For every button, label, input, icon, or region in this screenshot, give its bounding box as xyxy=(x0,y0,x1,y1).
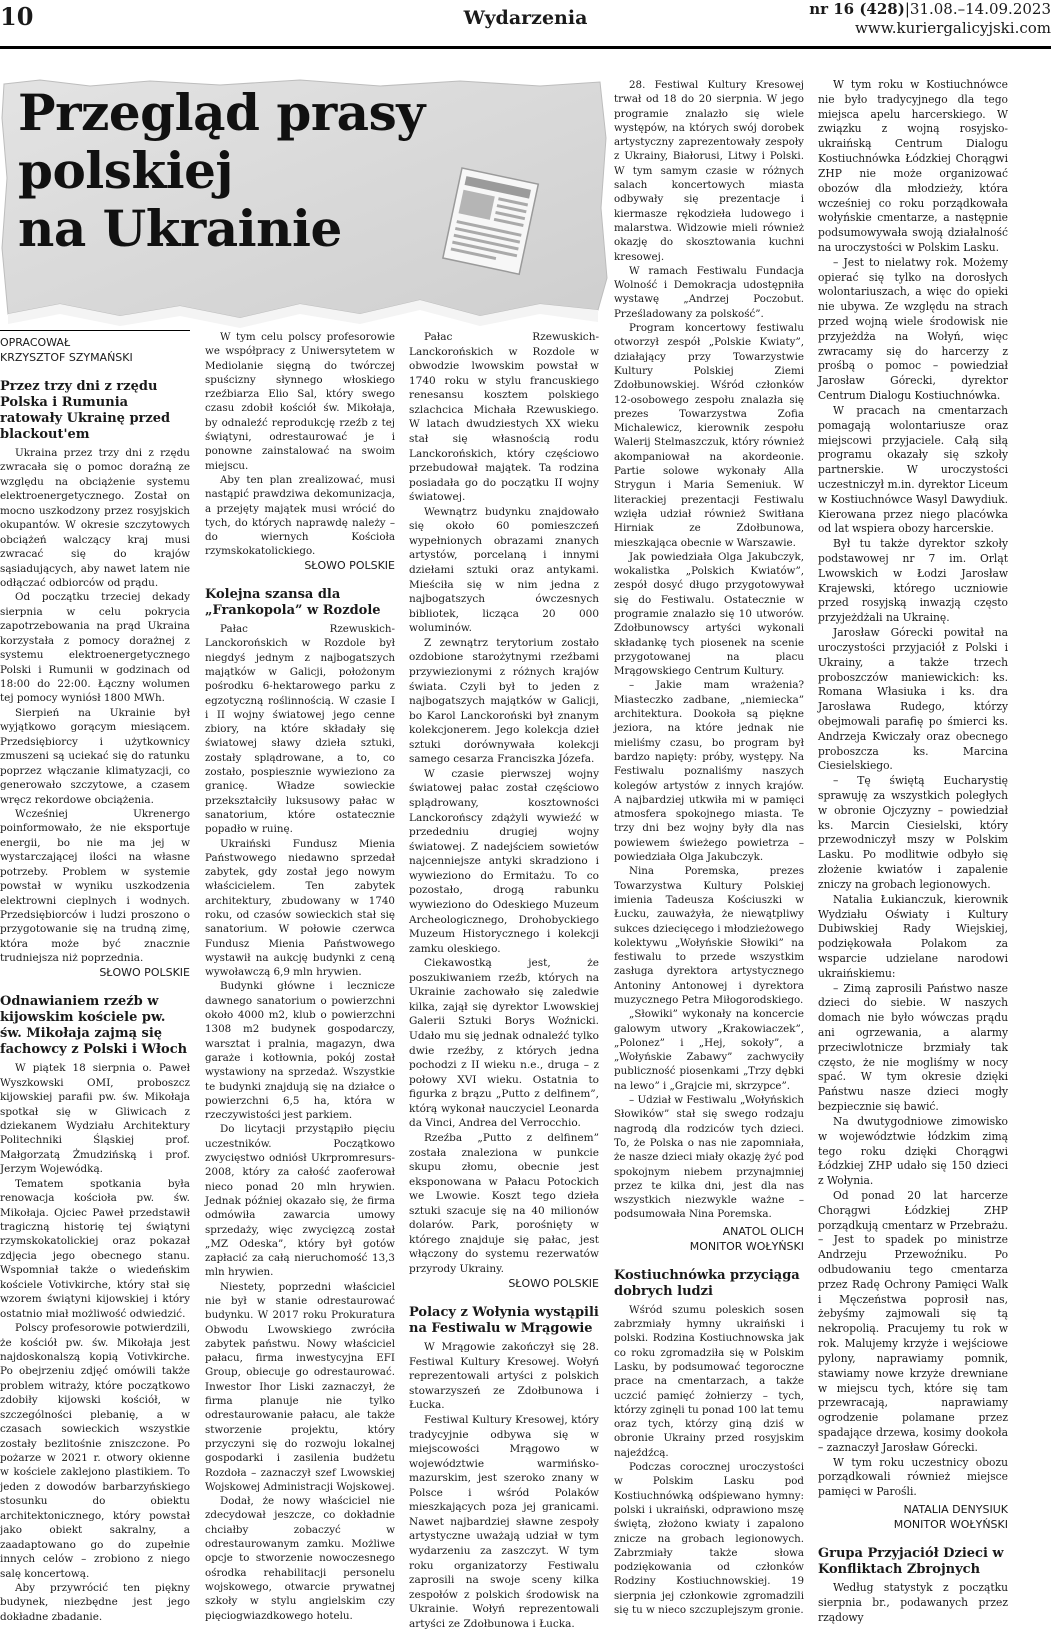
banner-title-line-2: polskiej xyxy=(18,141,233,200)
website-link[interactable]: www.kuriergalicyjski.com xyxy=(855,19,1051,37)
article-4-paragraph: Jak powiedziała Olga Jakubczyk, wokalistka „Polskich Kwiatów”, zespół dosyć długo przygotowywał się do Festiwalu. Ostatecznie w programie znalazło się 10 utworów. Zdołbunowscy artyści wykonali składankę tych piosenek na scenie przygotowanej na placu Mrągowskiego Centrum Kultury. xyxy=(614,550,804,678)
article-4-publication: MONITOR WOŁYŃSKI xyxy=(689,1239,804,1253)
article-4-paragraph: – Udział w Festiwalu „Wołyńskich Słowików” stał się swego rodzaju nagrodą dla rodziców tych dzieci. To, że Polska o nas nie zapomniała, że nasze dzieci miały okazję żyć pod spokojnym niebem przynajmniej przez te kilka dni, jest dla nas wszystkich niezwykle ważne – podsumowała Nina Poremska. xyxy=(614,1094,804,1221)
article-5-paragraph: W tym roku w Kostiuchnówce nie było tradycyjnego dla tego miejsca apelu harcerskiego. W związku z wojną rosyjsko-ukraińską Centrum Dialogu Kostiuchnówka Łódzkiej Chorągwi ZHP nie może organizować obozów dla młodzieży, która wcześniej co roku porządkowała wołyńskie cmentarze, a następnie podsumowywała swoją działalność na uroczystości w Polskim Lasku. xyxy=(818,78,1008,254)
article-5-paragraph: Od ponad 20 lat harcerze Chorągwi Łódzkiej ZHP porządkują cmentarz w Przebrażu. – Jest to spadek po ministrze Andrzeju Przewoźniku. Po odbudowaniu tego cmentarza przez Radę Ochrony Pamięci Walk i Męczeństwa poprosił nas, żebyśmy zajmowali się tą nekropolią. Pracujemy tu rok w rok. Malujemy krzyże i wejściowe pylony, naprawiamy pomnik, stawiamy nowe krzyże drewniane w miejscu tych, które się tam przewracają, naprawiamy ogrodzenie polamane przez spadające drzewa, kosimy dookoła – zaznaczył Jarosław Górecki. xyxy=(818,1188,1008,1454)
article-5-paragraph: Był tu także dyrektor szkoły podstawowej nr 7 im. Orląt Lwowskich w Łodzi Jarosław Krajewski, którego uczniowie przed rosyjską inwazją często przyjeżdżali na Ukrainę. xyxy=(818,537,1008,625)
banner-title-line-1: Przegląd prasy xyxy=(18,83,425,142)
column-5 xyxy=(818,78,1008,1625)
article-5-paragraph: W tym roku uczestnicy obozu porządkowali również miejsce pamięci w Parośli. xyxy=(818,1455,1008,1499)
column-1 xyxy=(0,330,190,1624)
article-1-paragraph: Sierpień na Ukrainie był wyjątkowo gorącym miesiącem. Przedsiębiorcy i użytkownicy zmuszeni są uciekać się do ratunku poprzez włączanie klimatyzacji, co generowało szczytowe, a czasem wręcz rekordowe obciążenia. xyxy=(0,706,190,806)
compiler-byline xyxy=(0,330,190,365)
article-5-publication: MONITOR WOŁYŃSKI xyxy=(893,1518,1008,1531)
article-5-paragraph: Podczas corocznej uroczystości w Polskim Lasku pod Kostiuchnówką odśpiewano hymny: polski i ukraiński, odprawiono mszę świętą, złożono kwiaty i zapalono znicze na grobach legionowych. Zabrzmiały także słowa podziękowania od członków Rodziny Kostiuchnowskiej. 19 sierpnia jej członkowie zgromadzili się tu w nieco szczuplejszym gronie. xyxy=(614,1461,804,1616)
article-2-source: SŁOWO POLSKIE xyxy=(304,558,395,572)
article-4-paragraph: 28. Festiwal Kultury Kresowej trwał od 18 do 20 sierpnia. W jego programie znalazło się wiele występów, na których swój dorobek artystyczny zaprezentowały zespoły z Ukrainy, Białorusi, Litwy i Polski. W tym samym czasie w różnych salach koncertowych miasta odbywały się prezentacje i kiermasze rękodzieła ludowego i malarstwa. Widzowie mieli również okazję do skosztowania kuchni kresowej. xyxy=(614,79,804,263)
article-3-paragraph: Wewnątrz budynku znajdowało się około 60 pomieszczeń wypełnionych obrazami znanych artystów, porcelaną i innymi dziełami sztuki oraz antykami. Mieściła się w nim jedna z najbogatszych ówczesnych bibliotek, licząca 20 000 woluminów. xyxy=(409,505,599,635)
article-1-paragraph: Ukraina przez trzy dni z rzędu zwracała się o pomoc doraźną ze względu na obciążenie systemu elektroenergetycznego. Został on mocno uszkodzony przez rosyjskich okupantów. W okresie szczytowych obciążeń walczący kraj musi zwracać się do krajów sąsiadujących, aby nawet latem nie odłączać odbiorców od prądu. xyxy=(0,447,190,589)
article-3-paragraph: Niestety, poprzedni właściciel nie był w stanie odrestaurować budynku. W 2017 roku Prokuratura Obwodu Lwowskiego zwróciła zabytek państwu. Nowy właściciel pałacu, firma inwestycyjna EFI Group, obiecuje go odrestaurować. Inwestor Ihor Liski zaznaczył, że firma planuje nie tylko odrestaurowanie pałacu, ale także stworzenie projektu, który przyczyni się do rozwoju lokalnej gospodarki i zasilenia budżetu Rozdoła – zaznaczył szef Lwowskiej Wojskowej Administracji Wojskowej. xyxy=(205,1280,395,1493)
page-number: 10 xyxy=(0,2,34,31)
title-banner xyxy=(0,78,612,328)
article-2-title: Odnawianiem rzeźb w kijowskim kościele pw. św. Mikołaja zajmą się fachowcy z Polski i Włoch xyxy=(0,994,188,1058)
article-3-paragraph: Budynki główne i lecznicze dawnego sanatorium o powierzchni około 4000 m2, klub o powierzchni 1308 m2 budynek gospodarczy, warsztat i pralnia, magazyn, dwa garaże i kotłownia, pokój został wystawiony na sprzedaż. Wszystkie te budynki znajdują się na działce o powierzchni 6,5 ha, która w rzeczywistości jest parkiem. xyxy=(205,980,395,1122)
issue-info xyxy=(809,0,1051,38)
article-3-source: SŁOWO POLSKIE xyxy=(508,1276,599,1290)
article-3-paragraph: Dodał, że nowy właściciel nie zdecydował jeszcze, co dokładnie chciałby zobaczyć w odrestaurowanym zamku. Możliwe opcje to stworzenie nowoczesnego ośrodka rehabilitacji personelu wojskowego, otwarcie prywatnej szkoły w stylu angielskim czy pięciogwiazdkowego hotelu. xyxy=(205,1495,395,1622)
byline-author: KRZYSZTOF SZYMAŃSKI xyxy=(0,351,133,364)
page-header xyxy=(0,0,1051,49)
article-3-paragraph: Ciekawostką jest, że poszukiwaniem rzeźb, których na Ukrainie zachowało się zaledwie kilka, zajął się dyrektor Lwowskiej Galerii Sztuki Borys Woźnicki. Udało mu się jednak odnaleźć tylko dwie rzeźby, z których jedna pochodzi z II wieku n.e., druga – z połowy XVI wieku. Ostatnia to figurka z brązu „Putto z delfinem”, którą wykonał nauczyciel Leonarda da Vinci, Andrea del Verrocchio. xyxy=(409,957,599,1130)
article-5-paragraph: – Zimą zaprosili Państwo nasze dzieci do siebie. W naszych domach nie było wówczas prądu ani ogrzewania, a alarmy przeciwlotnicze brzmiały tak często, że nie mogliśmy w nocy spać. W tym okresie dzięki Państwu nasze dzieci mogły bezpiecznie się bawić. xyxy=(818,981,1008,1114)
article-2-paragraph: Aby przywrócić ten piękny budynek, niezbędne jest jego dokładne zbadanie. xyxy=(0,1581,190,1623)
article-3-paragraph: Pałac Rzewuskich-Lanckorońskich w Rozdole był niegdyś jednym z najbogatszych majątków w Galicji, położonym pośrodku 6-hektarowego parku z egzotyczną roślinnością. W czasie I i II wojny światowej jego cenne zbiory, na które składały się światowej sławy dzieła sztuki, zostały splądrowane, a to, co zostało, pospiesznie wywieziono za granicę. Władze sowieckie przekształciły luksusowy pałac w sanatorium, które ostatecznie popadło w ruinę. xyxy=(205,623,395,836)
article-5-authors xyxy=(818,1502,1008,1532)
article-3-paragraph: Pałac Rzewuskich-Lanckorońskich w Rozdole w obwodzie lwowskim powstał w 1740 roku w stylu francuskiego renesansu kosztem polskiego szlachcica Michała Rzewuskiego. W latach dwudziestych XX wieku stał się własnością rodu Lanckorońskich, który częściowo przebudował majątek. Ta rodzina posiadała go do początku II wojny światowej. xyxy=(409,331,599,504)
banner-title xyxy=(18,84,425,258)
column-3 xyxy=(409,330,599,1631)
article-1-paragraph: Wcześniej Ukrenergo poinformowało, że nie eksportuje energii, bo nie ma jej w wystarczającej ilości na własne potrzeby. Problem w systemie powstał w wyniku uszkodzenia elektrowni cieplnych i wodnych. Przedsiębiorców i ludzi proszono o przygotowanie się na trudną zimę, która może być znacznie trudniejsza niż poprzednia. xyxy=(0,807,190,965)
article-5-title: Kostiuchnówka przyciąga dobrych ludzi xyxy=(614,1267,800,1299)
article-4-author: ANATOL OLICH xyxy=(722,1224,804,1238)
article-4-authors xyxy=(614,1224,804,1254)
article-4-paragraph: Program koncertowy festiwalu otworzył zespół „Polskie Kwiaty”, działający przy Towarzystwie Kultury Polskiej Ziemi Zdołbunowskiej. Wśród członków 12-osobowego zespołu znalazła się prezes Towarzystwa Zofia Michalewicz, kierownik zespołu Walerij Stelmaszczuk, który również akompaniował na akordeonie. Partie solowe wykonały Alla Strygun i Maria Semeniuk. W literackiej prezentacji Festiwalu wzięła udział również Switłana Hirniak ze Zdołbunowa, mieszkająca obecnie w Warszawie. xyxy=(614,322,804,549)
article-5-author: NATALIA DENYSIUK xyxy=(903,1503,1008,1516)
article-2-paragraph: W tym celu polscy profesorowie we współpracy z Uniwersytetem w Mediolanie sięgną do twórczej spuścizny słynnego włoskiego rzeźbiarza Elio Sal, który swego czasu zdobił kościół św. Mikołaja, by odnaleźć reprodukcję rzeźb z tej świątyni, odrestaurować je i ponowne zainstalować na swoim miejscu. xyxy=(205,331,395,472)
article-3-paragraph: Z zewnątrz terytorium zostało ozdobione starożytnymi rzeźbami przywiezionymi z różnych krajów świata. Czyli był to jeden z najbogatszych majątków w Galicji, bo Karol Lanckoroński był znanym kolekcjonerem. Jego kolekcja dzieł sztuki dorównywała kolekcji samego cesarza Franciszka Józefa. xyxy=(409,636,599,766)
article-1-title: Przez trzy dni z rzędu Polska i Rumunia ratowały Ukrainę przed blackout'em xyxy=(0,379,171,442)
article-4-paragraph: – Jakie mam wrażenia? Miasteczko zadbane, „niemiecka” architektura. Dookoła są piękne jeziora, na które jednak nie mieliśmy czasu, bo program był bardzo napięty: próby, występy. Na Festiwalu poznaliśmy naszych kolegów artystów z innych krajów. A najbardziej utkwiła mi w pamięci atmosfera spokojnego miasta. Te trzy dni bez wojny były dla nas powiewem świeżego powietrza – powiedziała Olga Jakubczyk. xyxy=(614,679,804,864)
article-3-paragraph: Rzeźba „Putto z delfinem” została znaleziona w punkcie skupu złomu, obecnie jest eksponowana w Pałacu Potockich we Lwowie. Koszt tego dzieła sztuki szacuje się na 40 milionów dolarów. Park, porośnięty w którego znajduje się pałac, jest włączony do systemu rezerwatów przyrody Ukrainy. xyxy=(409,1131,599,1275)
article-6-title: Grupa Przyjaciół Dzieci w Konfliktach Zbrojnych xyxy=(818,1546,1004,1577)
section-title: Wydarzenia xyxy=(463,7,588,29)
article-3-paragraph: W czasie pierwszej wojny światowej pałac został częściowo splądrowany, kosztowności Lanckorońscy zdążyli wywieźć w przededniu drugiej wojny światowej. Z nadejściem sowietów najcenniejsze antyki skradziono i wywieziono do Ermitażu. To co pozostało, drogą rabunku wywieziono do Odeskiego Muzeum Archeologicznego, Drohobyckiego Muzeum Historycznego i kolekcji zamku oleskiego. xyxy=(409,767,599,955)
column-2 xyxy=(205,330,395,1623)
article-5-paragraph: – Tę świętą Eucharystię sprawuję za wszystkich poległych w obronie Ojczyzny – powiedział ks. Marcin Ciesielski, który przewodniczył mszy w Polskim Lasku. Po modlitwie odbyło się złożenie kwiatów i zapalenie zniczy na grobach legionowych. xyxy=(818,774,1008,891)
article-2-paragraph: W piątek 18 sierpnia o. Paweł Wyszkowski OMI, proboszcz kijowskiej parafii pw. św. Mikołaja spotkał się w Gliwicach z dziekanem Wydziału Architektury Politechniki Śląskiej prof. Małgorzatą Żmudzińską i prof. Jerzym Wojewódką. xyxy=(0,1062,190,1176)
article-2-paragraph: Polscy profesorowie potwierdzili, że kościół pw. św. Mikołaja jest najdoskonalszą kopią Votivkirche. Po obejrzeniu zdjęć omówili także problem witraży, które początkowo zdobiły kijowski kościół, w szczególności plebanię, a w czasach sowieckich wszystkie zostały bezlitośnie zniszczone. Po pożarze w 2021 r. otwory okienne w kościele zaklejono plastikiem. To jeden z dowodów barbarzyńskiego stosunku do obiektu architektonicznego, który powstał jako obiekt sakralny, a zaadaptowano go do zupełnie innych celów – zrobiono z niego salę koncertową. xyxy=(0,1322,190,1580)
article-5-paragraph: Natalia Łukianczuk, kierownik Wydziału Oświaty i Kultury Dubiwskiej Rady Wiejskiej, podziękowała Polakom za wsparcie udzielane narodowi ukraińskiemu: xyxy=(818,892,1008,980)
article-6-paragraph: Według statystyk z początku sierpnia br., podawanych przez rządowy xyxy=(818,1581,1008,1624)
article-4-paragraph: Nina Poremska, prezes Towarzystwa Kultury Polskiej imienia Tadeusza Kościuszki w Łucku, zauważyła, że niewątpliwy sukces dziecięcego i młodzieżowego kolektywu „Wołyńskie Słowiki” na festiwalu to przede wszystkim zasługa dyrektora artystycznego Antoniny Antonowej i dyrektora muzycznego Petra Miłogorodskiego. xyxy=(614,865,804,1006)
article-4-paragraph: „Słowiki” wykonały na koncercie galowym utwory „Krakowiaczek”, „Polonez” i „Hej, sokoły”, a „Wołyńskie Zabawy” zachwyciły publiczność piosenkami „Trzy dębki na lewo” i „Grajcie mi, skrzypce”. xyxy=(614,1008,804,1092)
article-3-paragraph: Do licytacji przystąpiło pięciu uczestników. Początkowo zwycięstwo odniósł Ukrpromresurs-2008, który za całość zaoferował nieco ponad 20 mln hrywien. Jednak później okazało się, że firma odmówiła zawarcia umowy sprzedaży, więc zwycięzcą został „MZ Odeska”, który był gotów zapłacić za całą nieruchomość 13,3 mln hrywien. xyxy=(205,1123,395,1279)
banner-title-line-3: na Ukrainie xyxy=(18,199,342,258)
article-5-paragraph: – Jest to nielatwy rok. Możemy opierać się tylko na dorosłych wolontariuszach, a więc do opieki nie ubywa. Ze względu na strach przed wojną wiele środowisk nie przyjeżdża na Wołyń, więc zwracamy się do harcerzy z prośbą o pomoc – powiedział Jarosław Górecki, dyrektor Centrum Dialogu Kostiuchnówka. xyxy=(818,255,1008,403)
article-4-title: Polacy z Wołynia wystąpili na Festiwalu w Mrągowie xyxy=(409,1305,599,1337)
article-4-paragraph: W Mrągowie zakończył się 28. Festiwal Kultury Kresowej. Wołyń reprezentowali artyści z polskich stowarzyszeń ze Zdołbunowa i Łucka. xyxy=(409,1341,599,1412)
article-3-title: Kolejna szansa dla „Frankopola” w Rozdole xyxy=(205,587,381,619)
issue-dates: |31.08.–14.09.2023 xyxy=(904,0,1051,18)
article-3-paragraph: Ukraiński Fundusz Mienia Państwowego niedawno sprzedał zabytek, gdy został jego nowym właścicielem. Ten zabytek architektury, zbudowany w 1740 roku, od czasów sowieckich stał się sanatorium. W połowie czerwca Fundusz Mienia Państwowego wystawił na aukcję budynki z ceną wywoławczą 6,9 mln hrywien. xyxy=(205,837,395,979)
article-5-paragraph: Na dwutygodniowe zimowisko w województwie łódzkim zimą tego roku dzięki Chorągwi Łódzkiej ZHP udało się 150 dzieci z Wołynia. xyxy=(818,1114,1008,1188)
article-4-paragraph: Festiwal Kultury Kresowej, który tradycyjnie odbywa się w miejscowości Mrągowo w województwie warmińsko-mazurskim, jest szeroko znany w Polsce i wśród Polaków mieszkających poza jej granicami. Nawet najbardziej sławne zespoły artystyczne uważają udział w tym wydarzeniu za zaszczyt. W tym roku organizatorzy Festiwalu zaprosili na swoje sceny kilka zespołów z polskich środowisk na Ukrainie. Wołyń reprezentowali artyści ze Zdołbunowa i Łucka. xyxy=(409,1413,599,1630)
column-4 xyxy=(614,78,804,1617)
article-5-paragraph: Wśród szumu poleskich sosen zabrzmiały hymny ukraiński i polski. Rodzina Kostiuchnowska jak co roku zgromadziła się w Polskim Lasku, by podsumować tegoroczne prace na cmentarzach, a także uczcić pamięć żołnierzy – tych, którzy zginęli tu ponad 100 lat temu oraz tych, którzy giną dziś w obronie Ukrainy przed rosyjskim najeźdźcą. xyxy=(614,1303,804,1459)
byline-label: OPRACOWAŁ xyxy=(0,336,71,349)
article-5-paragraph: Jarosław Górecki powitał na uroczystości przyjaciół z Polski i Ukrainy, a także trzech proboszczów maniewickich: ks. Romana Własiuka i ks. dra Jarosława Rudego, którzy obejmowali parafię po śmierci ks. Andrzeja Kwiczały oraz obecnego proboszcza ks. Marcina Ciesielskiego. xyxy=(818,626,1008,773)
issue-number: nr 16 (428) xyxy=(809,0,905,18)
article-2-paragraph: Tematem spotkania była renowacja kościoła pw. św. Mikołaja. Ojciec Paweł przedstawił tragiczną historię tej świątyni rzymskokatolickiej oraz pokazał zdjęcia jego obecnego stanu. Wspomniał także o wiedeńskim kościele Votivkirche, który stał się wzorem świątyni kijowskiej i który ostatnio miał możliwość odwiedzić. xyxy=(0,1177,190,1320)
article-2-paragraph: Aby ten plan zrealizować, musi nastąpić prawdziwa dekomunizacja, a przejęty majątek musi wrócić do tych, do których naprawdę należy – do wiernych Kościoła rzymskokatolickiego. xyxy=(205,473,395,558)
article-1-source: SŁOWO POLSKIE xyxy=(99,965,190,979)
article-1-paragraph: Od początku trzeciej dekady sierpnia w celu pokrycia zapotrzebowania na prąd Ukraina korzystała z pomocy dorażnej z systemu elektroenergetycznego Polski i Rumunii w godzinach od 18:00 do 22:00. Łączny wolumen tej pomocy wyniósł 1800 MWh. xyxy=(0,591,190,705)
article-4-paragraph: W ramach Festiwalu Fundacja Wolność i Demokracja udostępniła wystawę „Andrzej Poczobut. Prześladowany za polskość”. xyxy=(614,264,804,320)
article-5-paragraph: W pracach na cmentarzach pomagają wolontariusze oraz miejscowi przyjaciele. Całą siłą programu okazały się szkoły partnerskie. W uroczystości uczestniczył m.in. dyrektor Liceum w Kostiuchnówce Wasyl Dawydiuk. Kierowana przez niego placówka od lat wspiera obozy harcerskie. xyxy=(818,403,1008,536)
